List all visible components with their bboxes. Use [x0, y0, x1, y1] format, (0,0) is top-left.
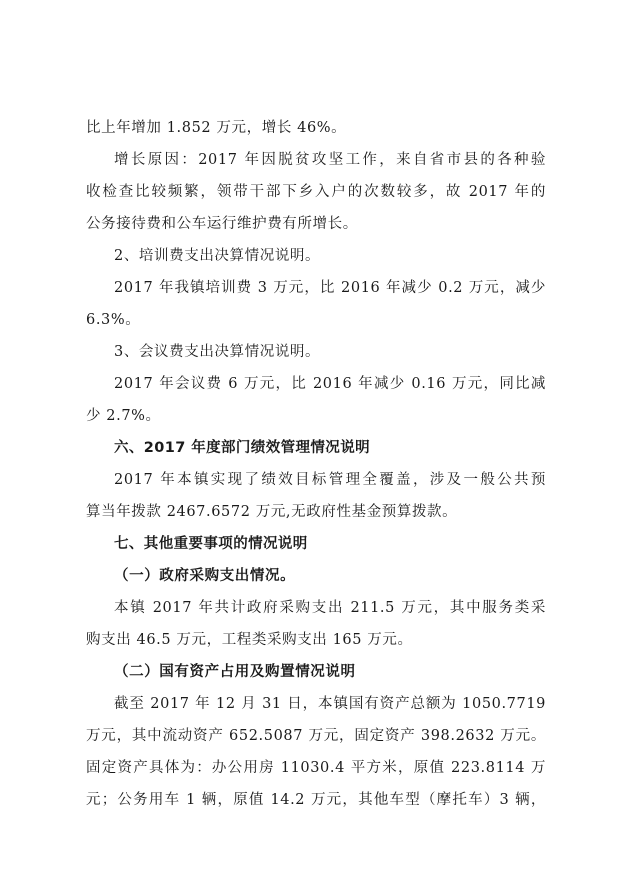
subsection-heading: （一）政府采购支出情况。 [114, 567, 296, 584]
subsection-heading: （二）国有资产占用及购置情况说明 [114, 663, 356, 680]
section-heading: 六、2017 年度部门绩效管理情况说明 [114, 440, 371, 456]
section-item-heading: 3、会议费支出决算情况说明。 [114, 344, 321, 360]
paragraph-line: 2017 年会议费 6 万元，比 2016 年减少 0.16 万元，同比减 [114, 376, 546, 392]
section-heading: 七、其他重要事项的情况说明 [114, 536, 308, 552]
paragraph-line: 本镇 2017 年共计政府采购支出 211.5 万元，其中服务类采 [114, 600, 546, 616]
paragraph-line: 万元，其中流动资产 652.5087 万元，固定资产 398.2632 万元。 [86, 728, 546, 744]
paragraph-line: 算当年拨款 2467.6572 万元,无政府性基金预算拨款。 [86, 504, 458, 520]
paragraph-line: 少 2.7%。 [86, 408, 161, 424]
paragraph-line: 6.3%。 [86, 312, 141, 328]
paragraph-line: 截至 2017 年 12 月 31 日，本镇国有资产总额为 1050.7719 [114, 696, 546, 712]
paragraph-line: 2017 年我镇培训费 3 万元，比 2016 年减少 0.2 万元，减少 [114, 280, 546, 296]
paragraph-line: 收检查比较频繁，领带干部下乡入户的次数较多，故 2017 年的 [86, 184, 546, 200]
section-item-heading: 2、培训费支出决算情况说明。 [114, 248, 321, 264]
paragraph-line: 购支出 46.5 万元，工程类采购支出 165 万元。 [86, 632, 413, 648]
paragraph-line: 元；公务用车 1 辆，原值 14.2 万元，其他车型（摩托车）3 辆， [86, 792, 546, 808]
paragraph-line: 比上年增加 1.852 万元，增长 46%。 [86, 120, 347, 136]
paragraph-line: 公务接待费和公车运行维护费有所增长。 [86, 216, 358, 232]
paragraph-line: 2017 年本镇实现了绩效目标管理全覆盖，涉及一般公共预 [114, 472, 546, 488]
paragraph-line: 固定资产具体为：办公用房 11030.4 平方米，原值 223.8114 万 [86, 760, 546, 776]
paragraph-line: 增长原因：2017 年因脱贫攻坚工作，来自省市县的各种验 [114, 152, 546, 168]
